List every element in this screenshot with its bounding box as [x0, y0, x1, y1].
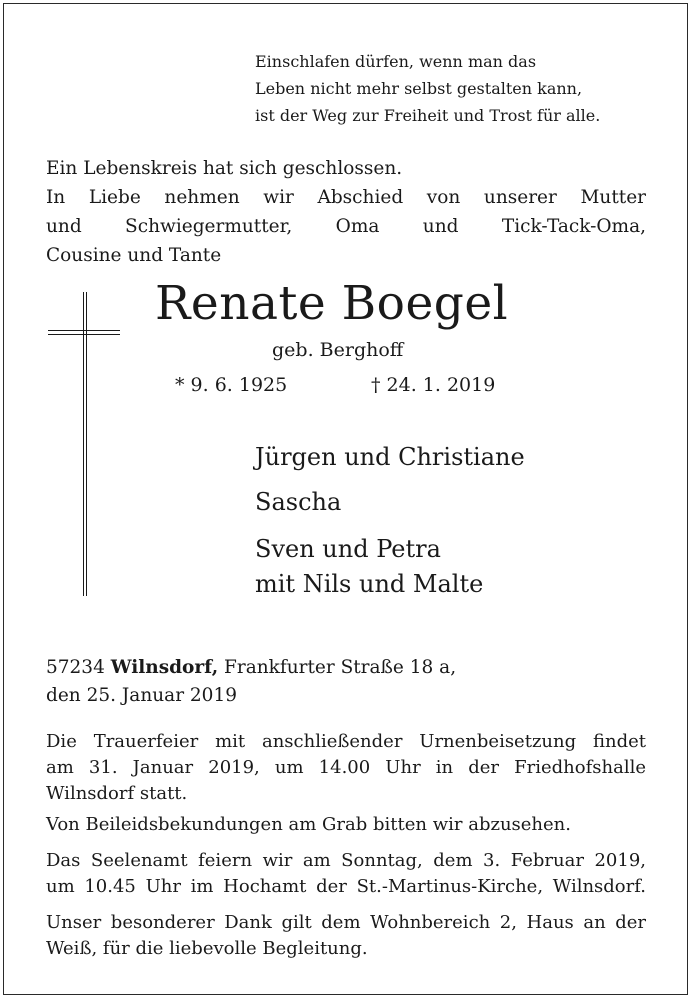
motto-line: ist der Weg zur Freiheit und Trost für alle.	[255, 106, 601, 125]
motto-verse	[255, 48, 600, 129]
paragraph-line: Wilnsdorf statt.	[46, 783, 188, 804]
funeral-paragraph	[46, 729, 646, 807]
family-member: Sascha	[255, 488, 342, 516]
deceased-name: Renate Boegel	[155, 276, 509, 331]
address-block	[46, 654, 456, 710]
town: Wilnsdorf,	[110, 657, 219, 678]
condolences-paragraph	[46, 812, 646, 838]
intro-line: In Liebe nehmen wir Abschied von unserer Mutter	[46, 187, 646, 208]
cross-icon-bar	[48, 330, 120, 335]
paragraph-line: am 31. Januar 2019, um 14.00 Uhr in der Friedhofshalle	[46, 757, 646, 778]
cross-icon	[83, 292, 87, 596]
motto-line: Leben nicht mehr selbst gestalten kann,	[255, 79, 583, 98]
thanks-paragraph	[46, 910, 646, 962]
intro-line: Cousine und Tante	[46, 245, 222, 266]
paragraph-line: Die Trauerfeier mit anschließender Urnenbeisetzung findet	[46, 731, 646, 752]
intro-text	[46, 154, 646, 270]
death-date: † 24. 1. 2019	[371, 374, 496, 396]
intro-line: und Schwiegermutter, Oma und Tick-Tack-Oma,	[46, 216, 646, 237]
address-date: den 25. Januar 2019	[46, 685, 237, 706]
mass-paragraph	[46, 848, 646, 900]
family-member: Jürgen und Christiane	[255, 443, 525, 471]
intro-line: Ein Lebenskreis hat sich geschlossen.	[46, 158, 403, 179]
notice-frame	[3, 3, 688, 995]
address-line	[46, 654, 456, 682]
birth-date: * 9. 6. 1925	[175, 374, 288, 396]
street: Frankfurter Straße 18 a,	[224, 657, 457, 678]
paragraph-line: Von Beileidsbekundungen am Grab bitten wir abzusehen.	[46, 814, 571, 835]
paragraph-line: Weiß, für die liebevolle Begleitung.	[46, 938, 368, 959]
paragraph-line: Das Seelenamt feiern wir am Sonntag, dem 3. Februar 2019,	[46, 850, 646, 871]
postcode: 57234	[46, 657, 105, 678]
paragraph-line: Unser besonderer Dank gilt dem Wohnbereich 2, Haus an der	[46, 912, 646, 933]
family-member: mit Nils und Malte	[255, 570, 484, 598]
maiden-name: geb. Berghoff	[272, 339, 404, 361]
family-member: Sven und Petra	[255, 535, 441, 563]
motto-line: Einschlafen dürfen, wenn man das	[255, 52, 537, 71]
paragraph-line: um 10.45 Uhr im Hochamt der St.-Martinus-Kirche, Wilnsdorf.	[46, 876, 646, 897]
